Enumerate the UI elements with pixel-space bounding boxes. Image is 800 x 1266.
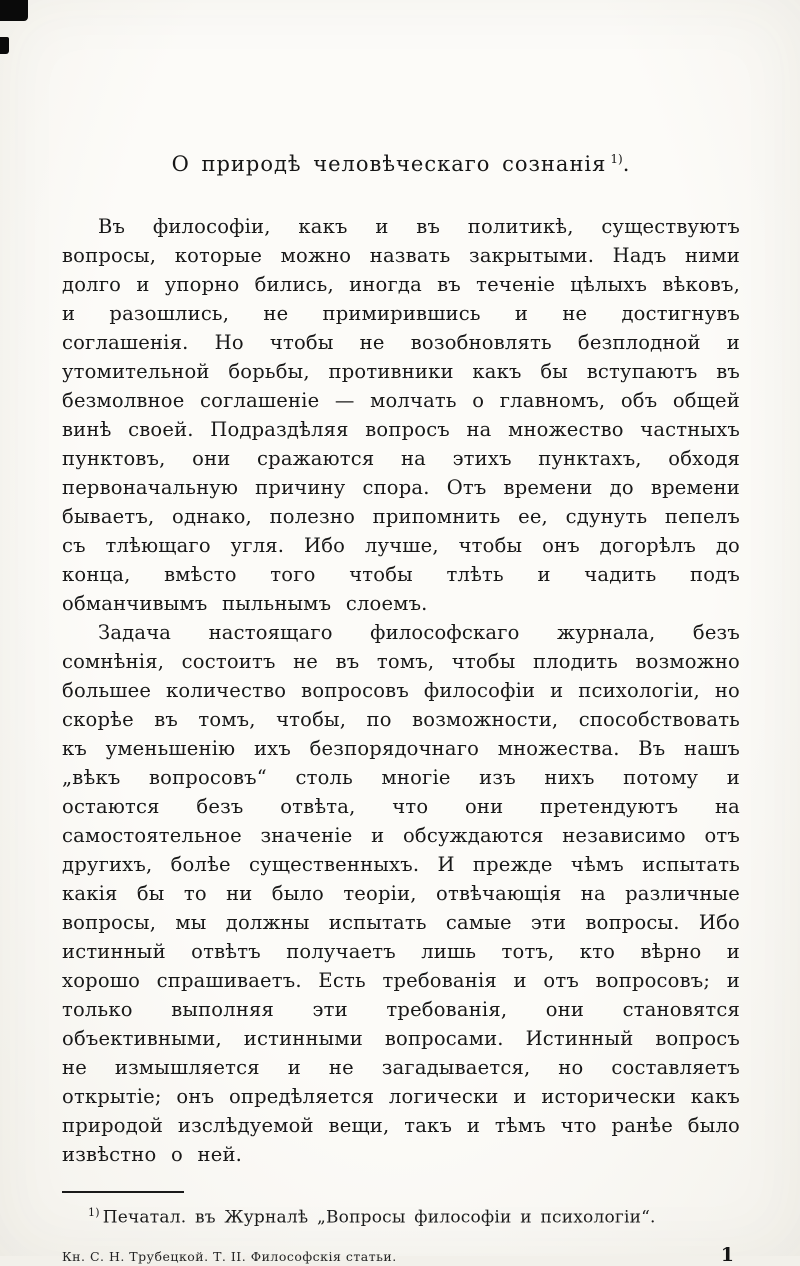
footnote-divider (62, 1191, 184, 1193)
page-title (62, 152, 740, 176)
title-text: О природѣ человѣческаго сознанія (171, 152, 607, 176)
footnote-marker: 1) (88, 1206, 100, 1219)
imprint-line: Кн. С. Н. Трубецкой. Т. II. Философскія статьи. (62, 1248, 397, 1264)
footnote-text: Печатал. въ Журналѣ „Вопросы философіи и психологіи“. (102, 1207, 656, 1228)
scan-artifact-top-left (0, 0, 28, 21)
paragraph: Задача настоящаго философскаго журнала, безъ сомнѣнія, состоитъ не въ томъ, чтобы плодить возможно большее количество вопросовъ философіи и психологіи, но скорѣе въ томъ, чтобы, по возможности, способствовать къ уменьшенію ихъ безпорядочнаго множества. Въ нашъ „вѣкъ вопросовъ“ столь многіе изъ нихъ потому и остаются безъ отвѣта, что они претендуютъ на самостоятельное значеніе и обсуждаются независимо отъ другихъ, болѣе существенныхъ. И прежде чѣмъ испытать какія бы то ни было теоріи, отвѣчающія на различные вопросы, мы должны испытать самые эти вопросы. Ибо истинный отвѣтъ получаетъ лишь тотъ, кто вѣрно и хорошо спрашиваетъ. Есть требованія и отъ вопросовъ; и только выполняя эти требованія, они становятся объективными, истинными вопросами. Истинный вопросъ не измышляется и не загадывается, но составляетъ открытіе; онъ опредѣляется логически и исторически какъ природой изслѣдуемой вещи, такъ и тѣмъ что ранѣе было извѣстно о ней. (62, 621, 740, 1166)
scan-artifact-left-edge (0, 37, 9, 54)
article-body (62, 212, 740, 1169)
page-number: 1 (720, 1243, 734, 1266)
footnote (62, 1206, 740, 1228)
title-period: . (622, 152, 631, 176)
page-footer (62, 1244, 740, 1266)
paragraph: Въ философіи, какъ и въ политикѣ, существуютъ вопросы, которые можно назвать закрытыми. Надъ ними долго и упорно бились, иногда въ теченіе цѣлыхъ вѣковъ, и разошлись, не примирившись и не достигнувъ соглашенія. Но чтобы не возобновлять безплодной и утомительной борьбы, противники какъ бы вступаютъ въ безмолвное соглашеніе — молчать о главномъ, объ общей винѣ своей. Подраздѣляя вопросъ на множество частныхъ пунктовъ, они сражаются на этихъ пунктахъ, обходя первоначальную причину спора. Отъ времени до времени бываетъ, однако, полезно припомнить ее, сдунуть пепелъ съ тлѣющаго угля. Ибо лучше, чтобы онъ догорѣлъ до конца, вмѣсто того чтобы тлѣть и чадить подъ обманчивымъ пыльнымъ слоемъ. (62, 215, 740, 615)
title-footnote-ref: 1) (610, 152, 623, 166)
